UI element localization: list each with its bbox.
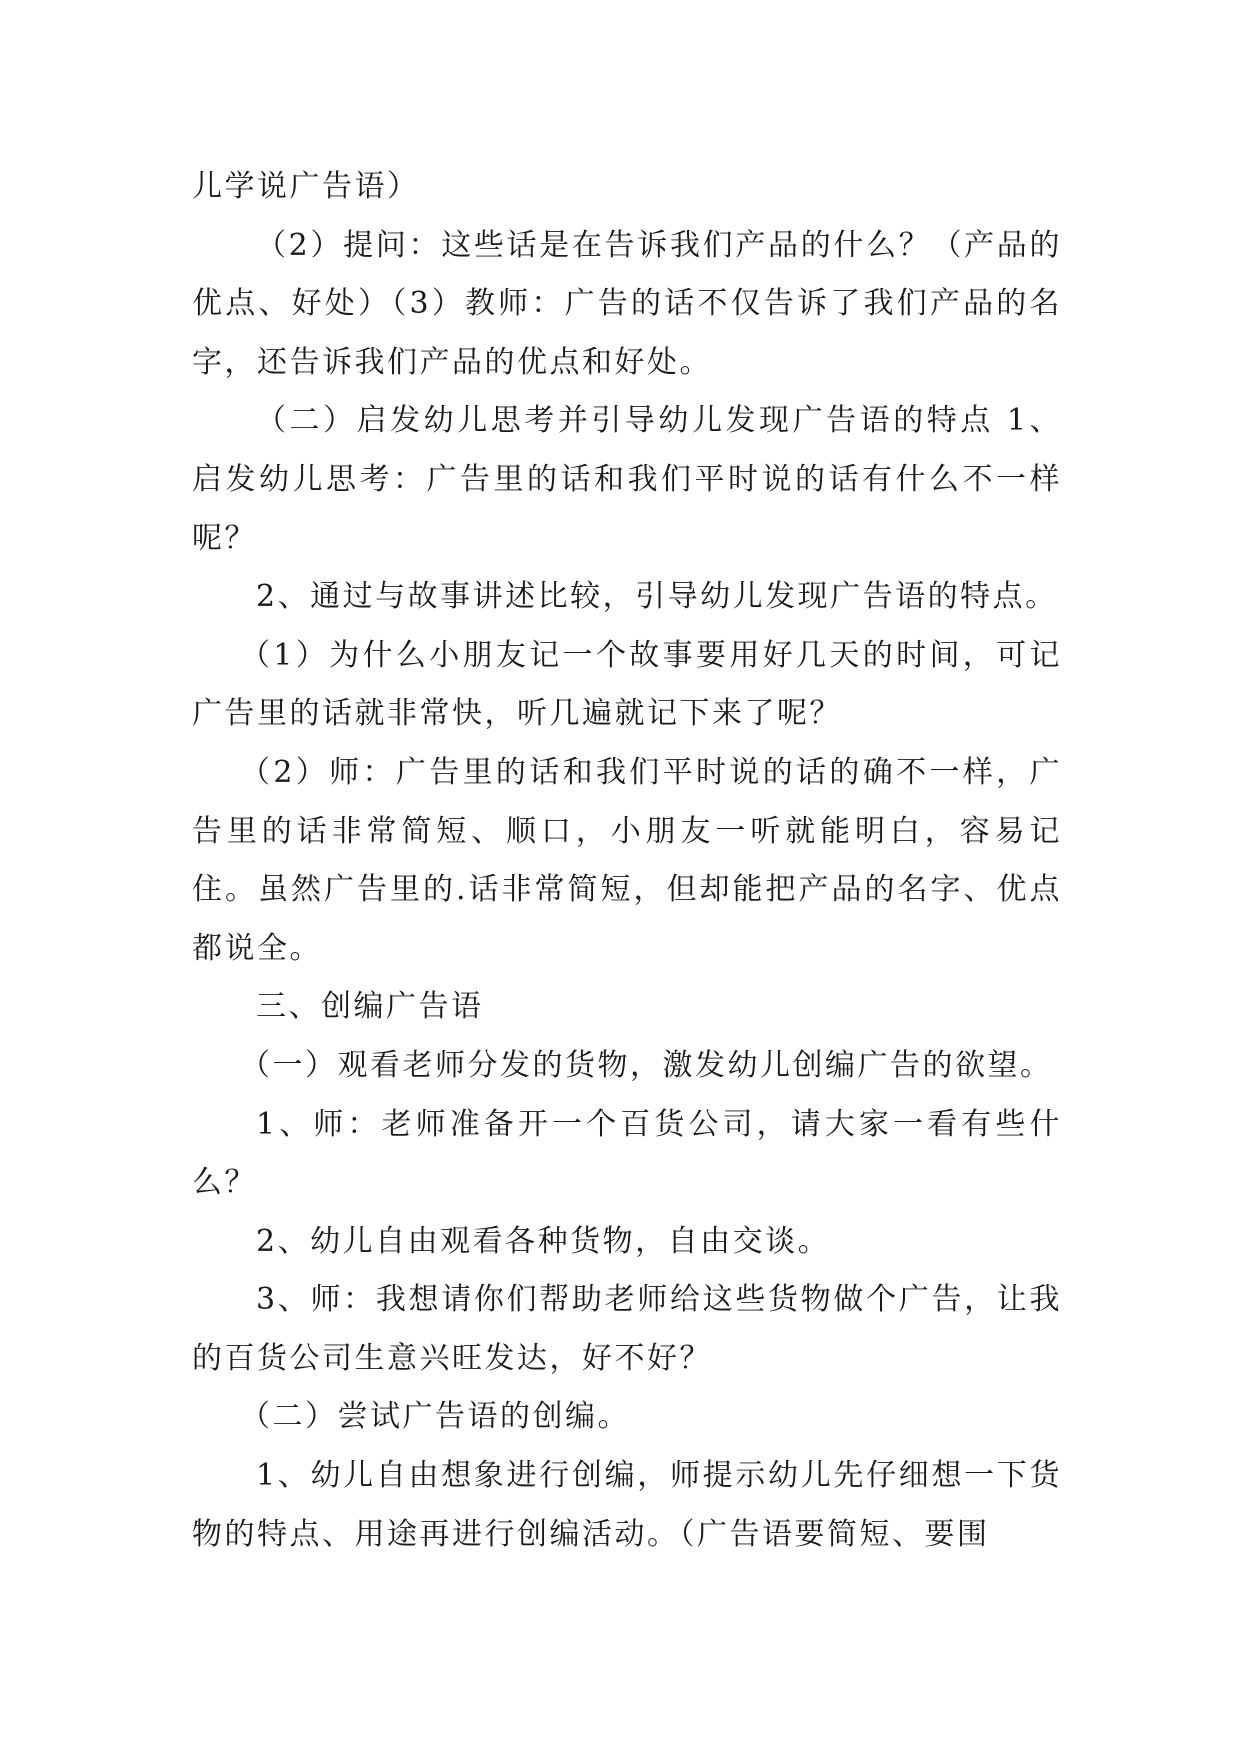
paragraph-continuation: 儿学说广告语） xyxy=(192,169,420,204)
paragraph-section-3-1: （一）观看老师分发的货物，激发幼儿创编广告的欲望。 xyxy=(240,1047,1053,1083)
paragraph-compare: 2、通过与故事讲述比较，引导幼儿发现广告语的特点。 xyxy=(256,579,1058,615)
paragraph-step-1: 1、师：老师准备开一个百货公司，请大家一看有些什么？ xyxy=(192,1106,1062,1201)
document-body xyxy=(192,158,1062,1564)
paragraph-teacher-explain: （2）师：广告里的话和我们平时说的话的确不一样，广告里的话非常简短、顺口，小朋友一听就能明白，容易记住。虽然广告里的.话非常简短，但却能把产品的名字、优点都说全。 xyxy=(192,754,1062,966)
paragraph-create-step-1: 1、幼儿自由想象进行创编，师提示幼儿先仔细想一下货物的特点、用途再进行创编活动。（广告语要简短、要围 xyxy=(192,1458,1062,1552)
paragraph-section-2: （二）启发幼儿思考并引导幼儿发现广告语的特点 1、启发幼儿思考：广告里的话和我们平时说的话有什么不一样呢？ xyxy=(192,403,1062,556)
paragraph-question-2: （2）提问：这些话是在告诉我们产品的什么？（产品的优点、好处）（3）教师：广告的话不仅告诉了我们产品的名字，还告诉我们产品的优点和好处。 xyxy=(192,227,1062,380)
paragraph-section-3-2: （二）尝试广告语的创编。 xyxy=(240,1399,630,1435)
paragraph-question-1: （1）为什么小朋友记一个故事要用好几天的时间，可记广告里的话就非常快，听几遍就记下来了呢？ xyxy=(192,637,1062,732)
paragraph-step-2: 2、幼儿自由观看各种货物，自由交谈。 xyxy=(256,1223,831,1259)
paragraph-step-3: 3、师：我想请你们帮助老师给这些货物做个广告，让我的百货公司生意兴旺发达，好不好？ xyxy=(192,1282,1062,1376)
heading-section-3: 三、创编广告语 xyxy=(256,989,484,1025)
